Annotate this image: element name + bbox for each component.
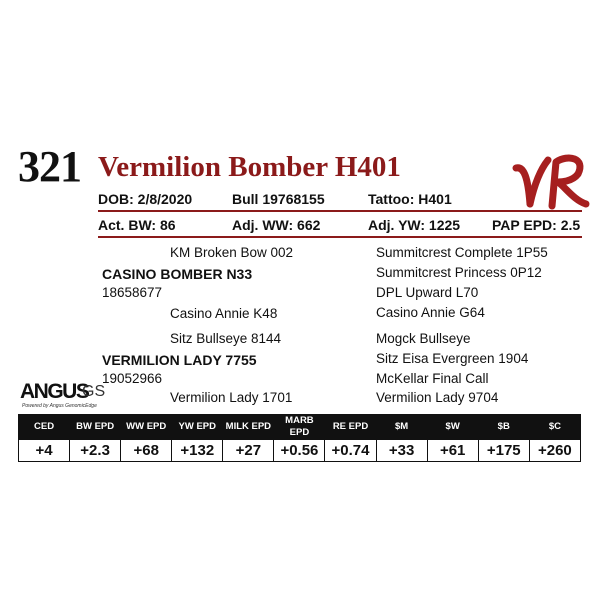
epd-header-milk: MILK EPD	[223, 415, 274, 440]
pap-epd: PAP EPD: 2.5	[492, 217, 581, 233]
animal-name: Vermilion Bomber H401	[98, 151, 401, 183]
epd-header-b: $B	[478, 415, 529, 440]
actual-birth-weight: Act. BW: 86	[98, 217, 176, 233]
epd-value-ww: +68	[121, 440, 172, 462]
dam-dam: Vermilion Lady 1701	[170, 390, 293, 405]
pedigree-ancestor: Sitz Eisa Evergreen 1904	[376, 351, 529, 366]
epd-header-re: RE EPD	[325, 415, 376, 440]
lot-number: 321	[18, 142, 81, 191]
epd-value-m: +33	[376, 440, 427, 462]
epd-value-w: +61	[427, 440, 478, 462]
divider	[98, 210, 582, 212]
angus-gs-logo	[20, 380, 110, 416]
tattoo: Tattoo: H401	[368, 191, 452, 207]
epd-value-row	[19, 440, 581, 462]
epd-header-w: $W	[427, 415, 478, 440]
epd-header-row	[19, 415, 581, 440]
epd-value-ced: +4	[19, 440, 70, 462]
epd-header-ww: WW EPD	[121, 415, 172, 440]
dob: DOB: 2/8/2020	[98, 191, 193, 207]
epd-header-yw: YW EPD	[172, 415, 223, 440]
epd-value-bw: +2.3	[70, 440, 121, 462]
epd-value-marb: +0.56	[274, 440, 325, 462]
dam-name: VERMILION LADY 7755	[102, 352, 257, 368]
sire-sire: KM Broken Bow 002	[170, 245, 294, 260]
pedigree-ancestor: Casino Annie G64	[376, 305, 485, 320]
epd-value-milk: +27	[223, 440, 274, 462]
epd-value-b: +175	[478, 440, 529, 462]
pedigree-ancestor: Summitcrest Princess 0P12	[376, 265, 542, 280]
pedigree-ancestor: McKellar Final Call	[376, 371, 489, 386]
pedigree-ancestor: DPL Upward L70	[376, 285, 479, 300]
angus-tagline: Powered by Angus GenomicEdge	[22, 403, 97, 409]
epd-header-bw: BW EPD	[70, 415, 121, 440]
adjusted-yearling-weight: Adj. YW: 1225	[368, 217, 461, 233]
epd-table	[18, 414, 581, 462]
vr-brand-logo	[506, 148, 592, 216]
sire-registration: 18658677	[102, 285, 163, 300]
epd-header-c: $C	[529, 415, 580, 440]
angus-wordmark: ANGUS	[20, 380, 89, 403]
epd-header-marb: MARB EPD	[274, 415, 325, 440]
dam-registration: 19052966	[102, 371, 163, 386]
sire-dam: Casino Annie K48	[170, 306, 278, 321]
pedigree-ancestor: Mogck Bullseye	[376, 331, 471, 346]
epd-value-c: +260	[529, 440, 580, 462]
sire-name: CASINO BOMBER N33	[102, 266, 253, 282]
angus-gs-suffix: GS	[82, 383, 106, 400]
pedigree-ancestor: Vermilion Lady 9704	[376, 390, 499, 405]
dam-sire: Sitz Bullseye 8144	[170, 331, 282, 346]
epd-value-re: +0.74	[325, 440, 376, 462]
pedigree-ancestor: Summitcrest Complete 1P55	[376, 245, 548, 260]
epd-header-ced: CED	[19, 415, 70, 440]
epd-header-m: $M	[376, 415, 427, 440]
adjusted-weaning-weight: Adj. WW: 662	[232, 217, 321, 233]
sex-registration: Bull 19768155	[232, 191, 325, 207]
divider	[98, 236, 582, 238]
epd-value-yw: +132	[172, 440, 223, 462]
